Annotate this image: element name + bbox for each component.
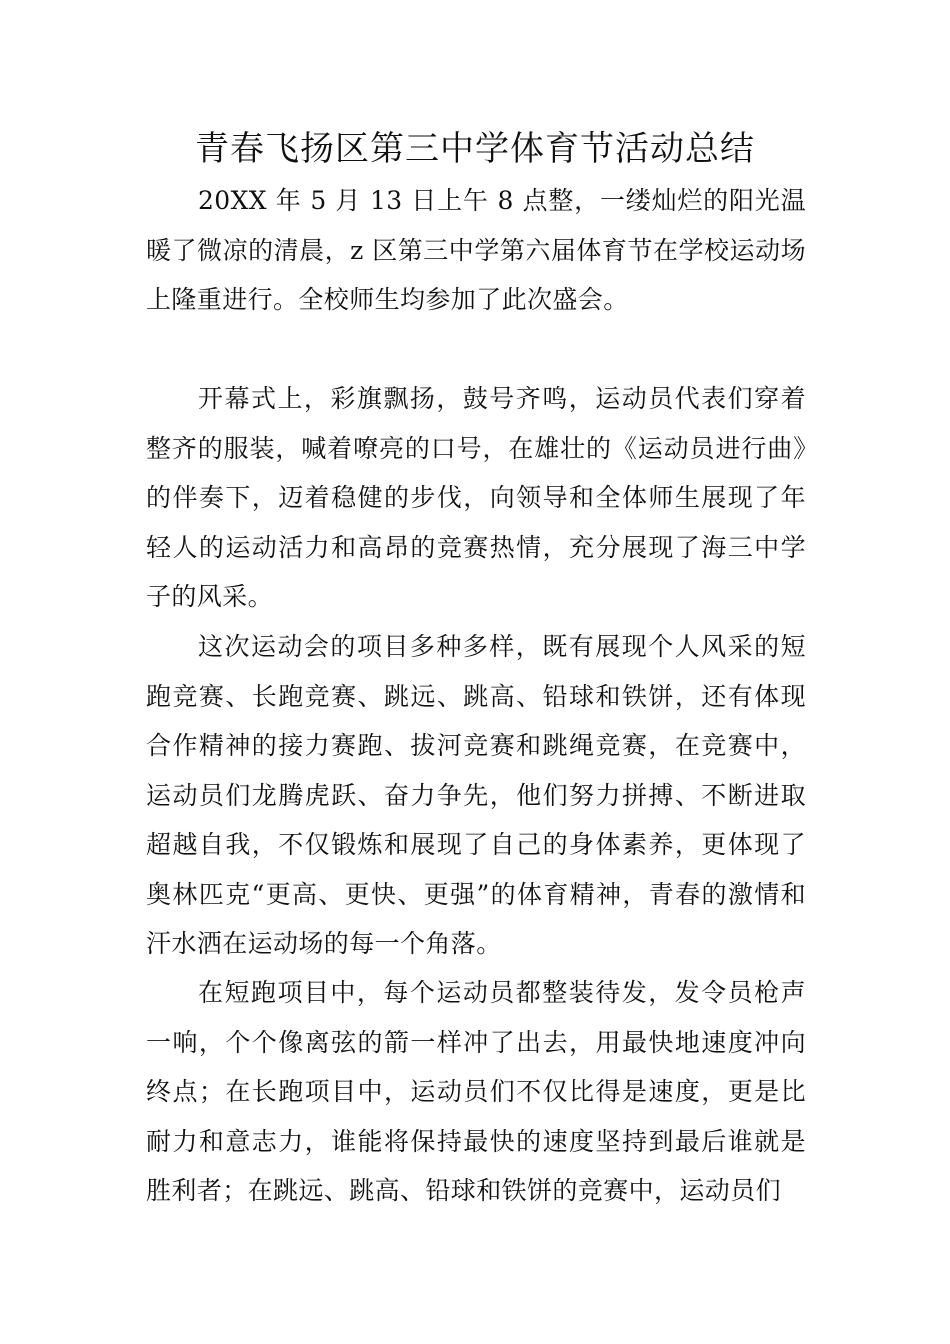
paragraph-opening: 20XX 年 5 月 13 日上午 8 点整，一缕灿烂的阳光温暖了微凉的清晨，z 区第三中学第六届体育节在学校运动场上隆重进行。全校师生均参加了此次盛会。 <box>146 186 806 314</box>
paragraph-races: 在短跑项目中，每个运动员都整装待发，发令员枪声一响，个个像离弦的箭一样冲了出去，用最快地速度冲向终点；在长跑项目中，运动员们不仅比得是速度，更是比耐力和意志力，谁能将保持最快的速度坚持到最后谁就是胜利者；在跳远、跳高、铅球和铁饼的竞赛中，运动员们 <box>146 978 806 1205</box>
paragraph-ceremony: 开幕式上，彩旗飘扬，鼓号齐鸣，运动员代表们穿着整齐的服装，喊着嘹亮的口号，在雄壮的《运动员进行曲》的伴奏下，迈着稳健的步伐，向领导和全体师生展现了年轻人的运动活力和高昂的竞赛热情，充分展现了海三中学子的风采。 <box>146 384 806 611</box>
paragraph-events: 这次运动会的项目多种多样，既有展现个人风采的短跑竞赛、长跑竞赛、跳远、跳高、铅球和铁饼，还有体现合作精神的接力赛跑、拔河竞赛和跳绳竞赛，在竞赛中，运动员们龙腾虎跃、奋力争先，他们努力拼搏、不断进取超越自我，不仅锻炼和展现了自己的身体素养，更体现了奥林匹克“更高、更快、更强”的体育精神，青春的激情和汗水洒在运动场的每一个角落。 <box>146 632 806 958</box>
document-title: 青春飞扬区第三中学体育节活动总结 <box>195 129 755 169</box>
